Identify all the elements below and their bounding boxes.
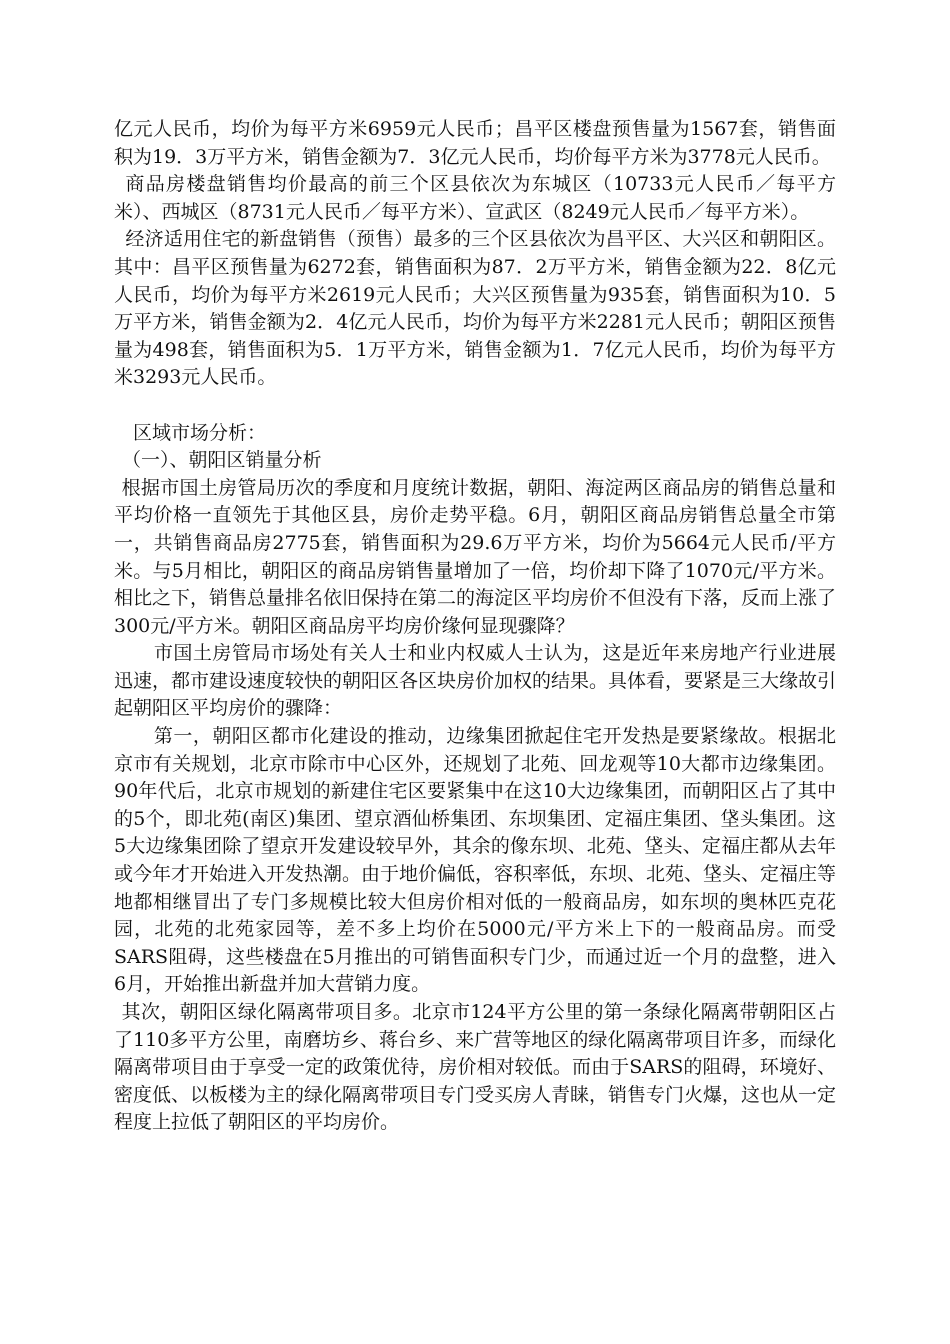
paragraph-district-sales-continued: 亿元人民币，均价为每平方米6959元人民币；昌平区楼盘预售量为1567套，销售面积为19．3万平方米，销售金额为7．3亿元人民币，均价每平方米为3778元人民币。	[114, 118, 836, 168]
paragraph-chaoyang-sales-overview: 根据市国土房管局历次的季度和月度统计数据，朝阳、海淀两区商品房的销售总量和平均价格一直领先于其他区县，房价走势平稳。6月，朝阳区商品房销售总量全市第一，共销售商品房2775套，销售面积为29.6万平方米，均价为5664元人民币/平方米。与5月相比，朝阳区的商品房销售量增加了一倍，均价却下降了1070元/平方米。相比之下，销售总量排名依旧保持在第二的海淀区平均房价不但没有下落，反而上涨了300元/平方米。朝阳区商品房平均房价缘何显现骤降？	[114, 476, 837, 637]
paragraph-expert-opinion: 市国土房管局市场处有关人士和业内权威人士认为，这是近年来房地产行业进展迅速，都市建设速度较快的朝阳区各区块房价加权的结果。具体看，要紧是三大缘故引起朝阳区平均房价的骤降：	[114, 642, 837, 720]
section-title: 区域市场分析：	[133, 421, 267, 444]
paragraph-spacer	[114, 392, 836, 420]
subsection-title: （一）、朝阳区销量分析	[122, 449, 322, 472]
paragraph-top-price-districts: 商品房楼盘销售均价最高的前三个区县依次为东城区（10733元人民币／每平方米）、西城区（8731元人民币／每平方米）、宣武区（8249元人民币／每平方米）。	[114, 173, 836, 223]
paragraph-affordable-housing: 经济适用住宅的新盘销售（预售）最多的三个区县依次为昌平区、大兴区和朝阳区。其中：昌平区预售量为6272套，销售面积为87．2万平方米，销售金额为22．8亿元人民币，均价为每平方米2619元人民币；大兴区预售量为935套，销售面积为10．5万平方米，销售金额为2．4亿元人民币，均价为每平方米2281元人民币；朝阳区预售量为498套，销售面积为5．1万平方米，销售金额为1．7亿元人民币，均价为每平方米3293元人民币。	[114, 228, 836, 389]
paragraph-first-reason: 第一，朝阳区都市化建设的推动，边缘集团掀起住宅开发热是要紧缘故。根据北京市有关规划，北京市除市中心区外，还规划了北苑、回龙观等10大都市边缘集团。90年代后，北京市规划的新建住宅区要紧集中在这10大边缘集团，而朝阳区占了其中的5个，即北苑(南区)集团、望京酒仙桥集团、东坝集团、定福庄集团、垡头集团。这5大边缘集团除了望京开发建设较早外，其余的像东坝、北苑、垡头、定福庄都从去年或今年才开始进入开发热潮。由于地价偏低，容积率低，东坝、北苑、垡头、定福庄等地都相继冒出了专门多规模比较大但房价相对低的一般商品房，如东坝的奥林匹克花园，北苑的北苑家园等，差不多上均价在5000元/平方米上下的一般商品房。而受SARS阻碍，这些楼盘在5月推出的可销售面积专门少，而通过近一个月的盘整，进入6月，开始推出新盘并加大营销力度。	[114, 725, 837, 996]
paragraph-second-reason: 其次，朝阳区绿化隔离带项目多。北京市124平方公里的第一条绿化隔离带朝阳区占了110多平方公里，南磨坊乡、蒋台乡、来广营等地区的绿化隔离带项目许多，而绿化隔离带项目由于享受一定的政策优待，房价相对较低。而由于SARS的阻碍，环境好、密度低、以板楼为主的绿化隔离带项目专门受买房人青睐，销售专门火爆，这也从一定程度上拉低了朝阳区的平均房价。	[114, 1001, 837, 1134]
document-body	[114, 116, 836, 1137]
